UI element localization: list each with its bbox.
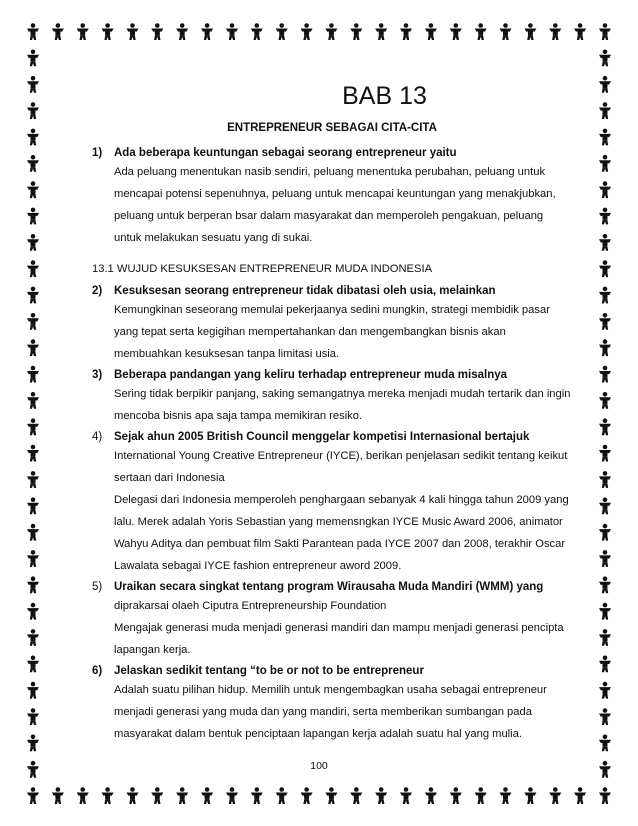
figure-ornament-icon bbox=[375, 787, 387, 804]
answer-text: International Young Creative Entrepreneur (IYCE), berikan penjelasan sedikit tentang keikut sertaan dari Indonesia bbox=[114, 450, 568, 484]
figure-ornament-icon bbox=[27, 656, 39, 673]
figure-ornament-icon bbox=[27, 208, 39, 225]
figure-ornament-icon bbox=[251, 23, 263, 40]
page-content bbox=[92, 80, 572, 745]
figure-ornament-icon bbox=[52, 787, 64, 804]
item-number: 5) bbox=[92, 581, 103, 593]
figure-ornament-icon bbox=[599, 445, 611, 462]
section-heading: 13.1 WUJUD KESUKSESAN ENTREPRENEUR MUDA INDONESIA bbox=[92, 263, 433, 275]
item-number: 2) bbox=[92, 285, 103, 297]
question-text: Sejak ahun 2005 British Council menggelar kompetisi Internasional bertajuk bbox=[114, 431, 530, 443]
figure-ornament-icon bbox=[549, 23, 561, 40]
figure-ornament-icon bbox=[52, 23, 64, 40]
figure-ornament-icon bbox=[27, 603, 39, 620]
chapter-subtitle: ENTREPRENEUR SEBAGAI CITA-CITA bbox=[227, 122, 437, 134]
figure-ornament-icon bbox=[475, 23, 487, 40]
figure-ornament-icon bbox=[599, 129, 611, 146]
figure-ornament-icon bbox=[151, 23, 163, 40]
figure-ornament-icon bbox=[524, 23, 536, 40]
figure-ornament-icon bbox=[475, 787, 487, 804]
figure-ornament-icon bbox=[599, 234, 611, 251]
qa-item-2 bbox=[92, 283, 572, 365]
figure-ornament-icon bbox=[27, 155, 39, 172]
figure-ornament-icon bbox=[27, 23, 39, 40]
figure-ornament-icon bbox=[574, 787, 586, 804]
figure-ornament-icon bbox=[599, 629, 611, 646]
figure-ornament-icon bbox=[27, 708, 39, 725]
figure-ornament-icon bbox=[301, 23, 313, 40]
figure-ornament-icon bbox=[27, 260, 39, 277]
figure-ornament-icon bbox=[27, 735, 39, 752]
figure-ornament-icon bbox=[599, 50, 611, 67]
figure-ornament-icon bbox=[599, 366, 611, 383]
figure-ornament-icon bbox=[127, 787, 139, 804]
figure-ornament-icon bbox=[599, 735, 611, 752]
figure-ornament-icon bbox=[599, 208, 611, 225]
figure-ornament-icon bbox=[176, 787, 188, 804]
answer-text: Sering tidak berpikir panjang, saking semangatnya mereka menjadi mudah tertarik dan ingin mencoba bisnis apa saja tampa memikiran resiko. bbox=[114, 388, 571, 422]
chapter-title: BAB 13 bbox=[342, 82, 427, 110]
figure-ornament-icon bbox=[325, 23, 337, 40]
figure-ornament-icon bbox=[599, 102, 611, 119]
figure-ornament-icon bbox=[599, 287, 611, 304]
figure-ornament-icon bbox=[27, 102, 39, 119]
answer-text: Mengajak generasi muda menjadi generasi mandiri dan mampu menjadi generasi pencipta lapangan kerja. bbox=[114, 622, 564, 656]
question-text: Beberapa pandangan yang keliru terhadap entrepreneur muda misalnya bbox=[114, 369, 508, 381]
figure-ornament-icon bbox=[77, 23, 89, 40]
figure-ornament-icon bbox=[27, 471, 39, 488]
question-text: Kesuksesan seorang entrepreneur tidak dibatasi oleh usia, melainkan bbox=[114, 285, 496, 297]
figure-ornament-icon bbox=[599, 471, 611, 488]
figure-ornament-icon bbox=[27, 497, 39, 514]
answer-text: Kemungkinan seseorang memulai pekerjaanya sedini mungkin, strategi membidik pasar yang tepat serta kegigihan mempertahankan dan mengembangkan bisnis akan membuahkan kesuksesan tanpa limitasi usia. bbox=[114, 304, 550, 360]
figure-ornament-icon bbox=[350, 787, 362, 804]
page-number: 100 bbox=[310, 760, 328, 772]
figure-ornament-icon bbox=[500, 23, 512, 40]
figure-ornament-icon bbox=[27, 129, 39, 146]
figure-ornament-icon bbox=[450, 23, 462, 40]
answer-text: Adalah suatu pilihan hidup. Memilih untuk mengembagkan usaha sebagai entrepreneur menjadi generasi yang muda dan yang mandiri, serta memberikan sumbangan pada masyarakat dalam bentuk penciptaan lapangan kerja adalah suatu hal yang mulia. bbox=[114, 684, 547, 740]
figure-ornament-icon bbox=[599, 682, 611, 699]
figure-ornament-icon bbox=[27, 682, 39, 699]
figure-ornament-icon bbox=[27, 576, 39, 593]
figure-ornament-icon bbox=[127, 23, 139, 40]
item-number: 4) bbox=[92, 431, 103, 443]
question-text: Jelaskan sedikit tentang “to be or not to be entrepreneur bbox=[114, 665, 424, 677]
figure-ornament-icon bbox=[599, 76, 611, 93]
figure-ornament-icon bbox=[375, 23, 387, 40]
figure-ornament-icon bbox=[27, 287, 39, 304]
question-text: Uraikan secara singkat tentang program Wirausaha Muda Mandiri (WMM) yang bbox=[114, 581, 544, 593]
figure-ornament-icon bbox=[27, 181, 39, 198]
figure-ornament-icon bbox=[226, 787, 238, 804]
figure-ornament-icon bbox=[176, 23, 188, 40]
figure-ornament-icon bbox=[599, 576, 611, 593]
item-number: 6) bbox=[92, 665, 103, 677]
figure-ornament-icon bbox=[27, 392, 39, 409]
figure-ornament-icon bbox=[599, 603, 611, 620]
figure-ornament-icon bbox=[276, 787, 288, 804]
figure-ornament-icon bbox=[27, 524, 39, 541]
figure-ornament-icon bbox=[599, 392, 611, 409]
figure-ornament-icon bbox=[276, 23, 288, 40]
figure-ornament-icon bbox=[251, 787, 263, 804]
item-number: 3) bbox=[92, 369, 103, 381]
figure-ornament-icon bbox=[27, 629, 39, 646]
figure-ornament-icon bbox=[599, 23, 611, 40]
figure-ornament-icon bbox=[27, 76, 39, 93]
figure-ornament-icon bbox=[102, 787, 114, 804]
figure-ornament-icon bbox=[599, 787, 611, 804]
figure-ornament-icon bbox=[201, 787, 213, 804]
figure-ornament-icon bbox=[549, 787, 561, 804]
figure-ornament-icon bbox=[27, 313, 39, 330]
figure-ornament-icon bbox=[599, 418, 611, 435]
figure-ornament-icon bbox=[226, 23, 238, 40]
figure-ornament-icon bbox=[599, 524, 611, 541]
figure-ornament-icon bbox=[599, 550, 611, 567]
figure-ornament-icon bbox=[325, 787, 337, 804]
figure-ornament-icon bbox=[599, 260, 611, 277]
qa-item-6 bbox=[92, 663, 572, 745]
answer-text: Delegasi dari Indonesia memperoleh penghargaan sebanyak 4 kali hingga tahun 2009 yang lalu. Merek adalah Yoris Sebastian yang memensngkan IYCE Music Award 2006, animator Wahyu Aditya dan pembuat film Sakti Parantean pada IYCE 2007 dan 2008, terakhir Oscar Lawalata sebagai IYCE fashion entrepreneur aword 2009. bbox=[114, 494, 569, 572]
figure-ornament-icon bbox=[201, 23, 213, 40]
figure-ornament-icon bbox=[27, 339, 39, 356]
figure-ornament-icon bbox=[350, 23, 362, 40]
figure-ornament-icon bbox=[599, 339, 611, 356]
figure-ornament-icon bbox=[599, 656, 611, 673]
figure-ornament-icon bbox=[425, 23, 437, 40]
figure-ornament-icon bbox=[77, 787, 89, 804]
qa-item-1 bbox=[92, 145, 572, 249]
figure-ornament-icon bbox=[599, 497, 611, 514]
figure-ornament-icon bbox=[500, 787, 512, 804]
figure-ornament-icon bbox=[599, 181, 611, 198]
figure-ornament-icon bbox=[27, 50, 39, 67]
figure-ornament-icon bbox=[524, 787, 536, 804]
figure-ornament-icon bbox=[400, 23, 412, 40]
figure-ornament-icon bbox=[599, 708, 611, 725]
figure-ornament-icon bbox=[450, 787, 462, 804]
answer-text: Ada peluang menentukan nasib sendiri, peluang menentuka perubahan, peluang untuk mencapai potensi sepenuhnya, peluang untuk mencapai keuntungan yang menakjubkan, peluang untuk berperan bsar dalam masyarakat dan memperoleh pengakuan, peluang untuk melakukan sesuatu yang di sukai. bbox=[114, 166, 556, 244]
qa-item-5 bbox=[92, 579, 572, 661]
figure-ornament-icon bbox=[27, 787, 39, 804]
figure-ornament-icon bbox=[27, 418, 39, 435]
item-number: 1) bbox=[92, 147, 103, 159]
figure-ornament-icon bbox=[27, 234, 39, 251]
figure-ornament-icon bbox=[151, 787, 163, 804]
figure-ornament-icon bbox=[400, 787, 412, 804]
figure-ornament-icon bbox=[574, 23, 586, 40]
qa-item-4 bbox=[92, 429, 572, 577]
figure-ornament-icon bbox=[27, 445, 39, 462]
figure-ornament-icon bbox=[27, 550, 39, 567]
figure-ornament-icon bbox=[599, 155, 611, 172]
question-text: Ada beberapa keuntungan sebagai seorang entrepreneur yaitu bbox=[114, 147, 457, 159]
figure-ornament-icon bbox=[102, 23, 114, 40]
figure-ornament-icon bbox=[27, 366, 39, 383]
qa-item-3 bbox=[92, 367, 572, 427]
figure-ornament-icon bbox=[599, 313, 611, 330]
figure-ornament-icon bbox=[425, 787, 437, 804]
figure-ornament-icon bbox=[301, 787, 313, 804]
answer-text: diprakarsai olaeh Ciputra Entrepreneurship Foundation bbox=[114, 600, 387, 612]
